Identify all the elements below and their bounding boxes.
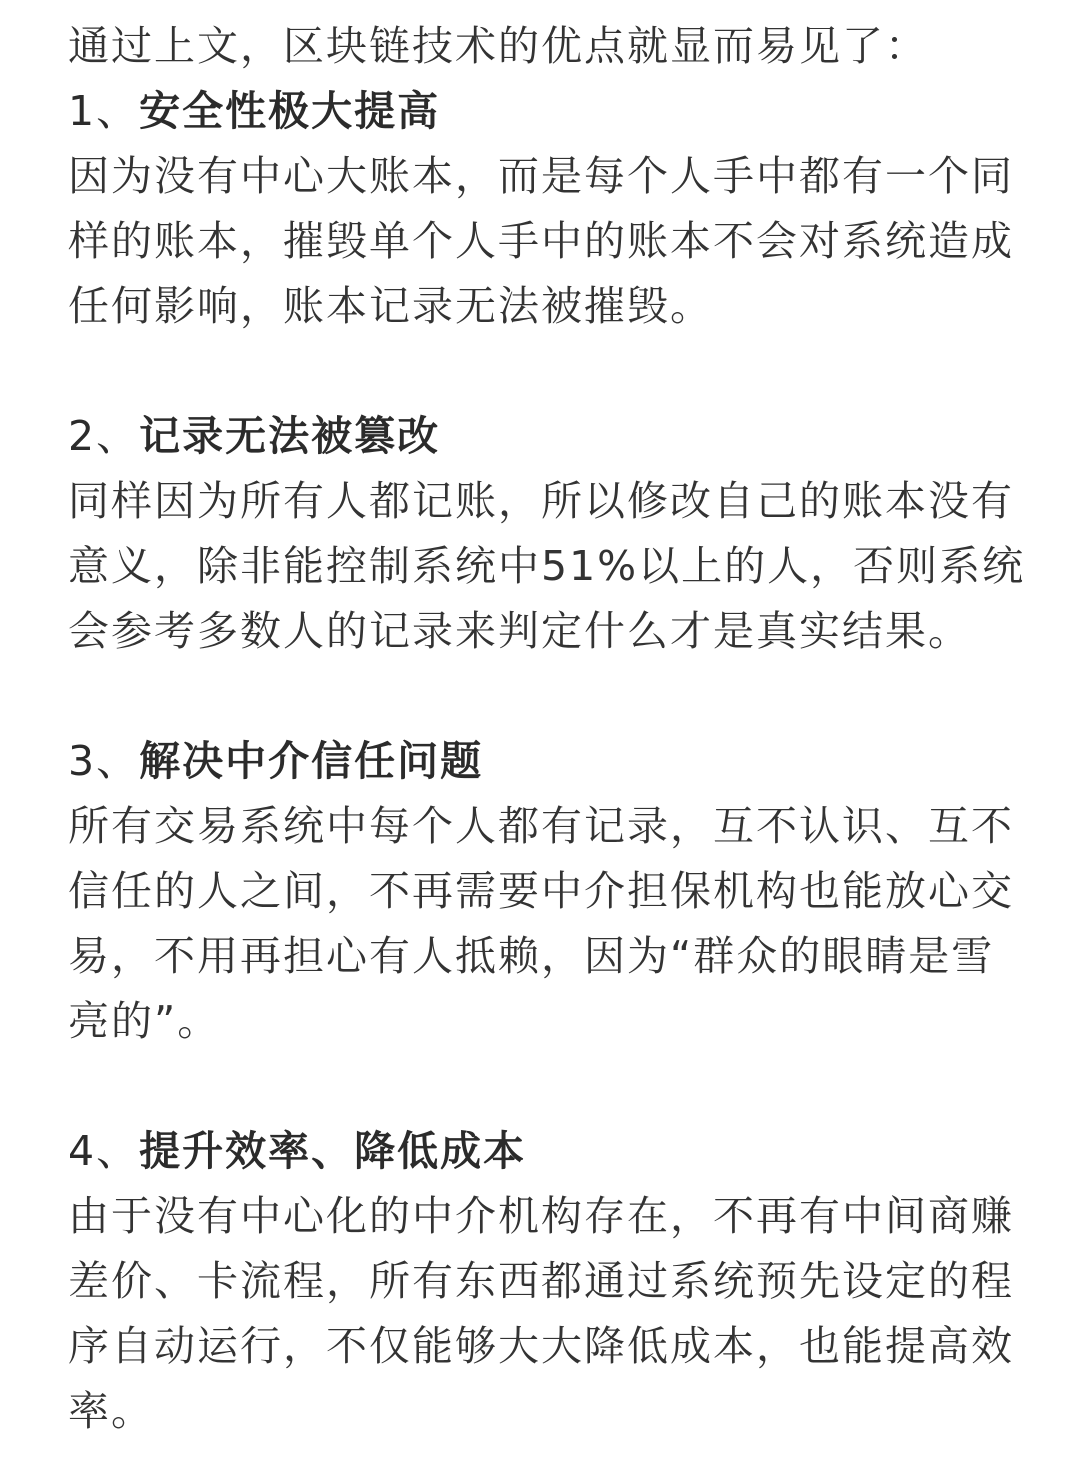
section-2-line-1: 同样因为所有人都记账，所以修改自己的账本没有 bbox=[68, 477, 1014, 525]
section-4-number: 4、 bbox=[68, 1127, 140, 1175]
section-3-line-4: 亮的”。 bbox=[68, 997, 221, 1045]
section-4-line-4: 率。 bbox=[68, 1387, 154, 1435]
section-2-heading bbox=[68, 404, 1018, 469]
section-3-number: 3、 bbox=[68, 737, 140, 785]
section-1-title: 安全性极大提高 bbox=[139, 87, 441, 135]
section-2-title: 记录无法被篡改 bbox=[139, 412, 441, 460]
section-4-line-2: 差价、卡流程，所有东西都通过系统预先设定的程 bbox=[68, 1257, 1014, 1305]
section-4-title: 提升效率、降低成本 bbox=[139, 1127, 527, 1175]
section-3-line-1: 所有交易系统中每个人都有记录，互不认识、互不 bbox=[68, 802, 1014, 850]
section-4-line-1: 由于没有中心化的中介机构存在，不再有中间商赚 bbox=[68, 1192, 1014, 1240]
section-2-number: 2、 bbox=[68, 412, 140, 460]
section-2-line-2: 意义，除非能控制系统中51%以上的人，否则系统 bbox=[68, 542, 1026, 590]
section-3-heading bbox=[68, 729, 1018, 794]
section-1-line-1: 因为没有中心大账本，而是每个人手中都有一个同 bbox=[68, 152, 1014, 200]
section-3-line-3: 易，不用再担心有人抵赖，因为“群众的眼睛是雪 bbox=[68, 932, 995, 980]
section-3-title: 解决中介信任问题 bbox=[139, 737, 484, 785]
section-1-heading bbox=[68, 79, 1018, 144]
section-2-line-3: 会参考多数人的记录来判定什么才是真实结果。 bbox=[68, 607, 971, 655]
section-1-line-3: 任何影响，账本记录无法被摧毁。 bbox=[68, 282, 713, 330]
section-4-line-3: 序自动运行，不仅能够大大降低成本，也能提高效 bbox=[68, 1322, 1014, 1370]
section-4-heading bbox=[68, 1119, 1018, 1184]
section-spacer bbox=[68, 339, 1018, 404]
article-body bbox=[68, 14, 1026, 1444]
section-1-line-2: 样的账本，摧毁单个人手中的账本不会对系统造成 bbox=[68, 217, 1014, 265]
section-spacer bbox=[68, 664, 1018, 729]
intro-text: 通过上文，区块链技术的优点就显而易见了： bbox=[68, 22, 928, 70]
section-spacer bbox=[68, 1054, 1018, 1119]
section-3-line-2: 信任的人之间，不再需要中介担保机构也能放心交 bbox=[68, 867, 1014, 915]
section-1-number: 1、 bbox=[68, 87, 140, 135]
